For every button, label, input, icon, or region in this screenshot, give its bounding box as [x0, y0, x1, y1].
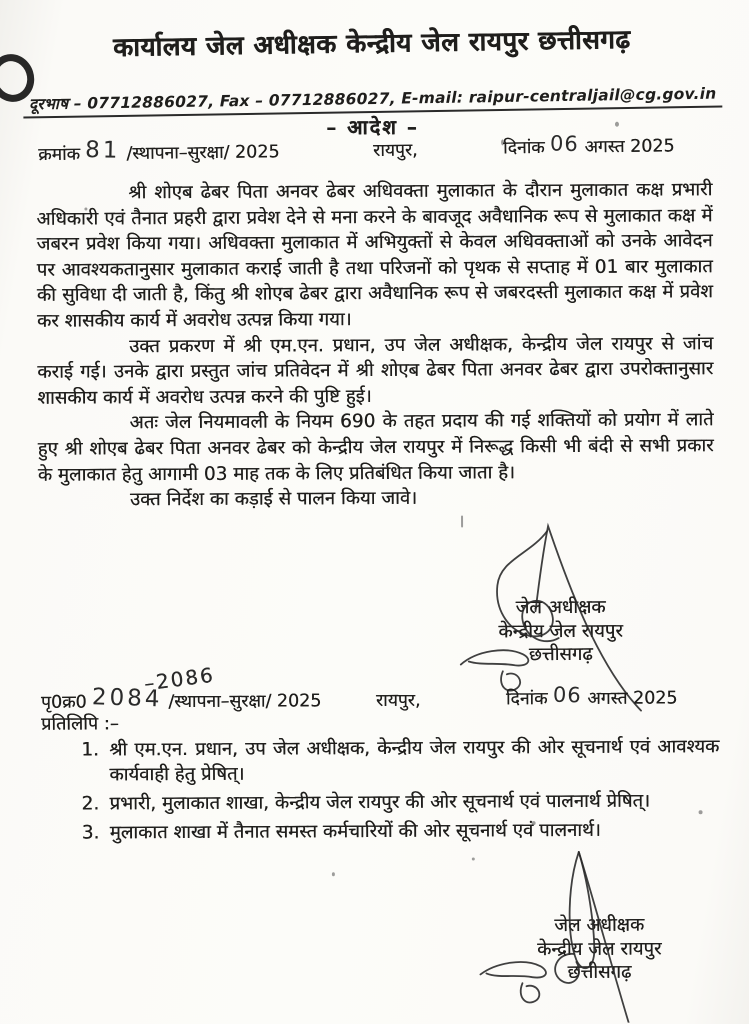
signatory-state: छत्तीसगढ़ — [528, 643, 593, 666]
ref-label: क्रमांक — [38, 144, 81, 166]
dispatch-date-day-handwritten: 06 — [552, 682, 583, 708]
signatory-state: छत्तीसगढ़ — [567, 961, 632, 983]
contact-line: दूरभाष – 07712886027, Fax – 07712886027, E-mail: raipur-centraljail@cg.gov.in — [23, 82, 723, 119]
copy-item-text: प्रभारी, मुलाकात शाखा, केन्द्रीय जेल रायपुर की ओर सूचनार्थ एवं पालनार्थ प्रेषित्। — [109, 790, 651, 815]
ref-number-handwritten: 81 — [85, 136, 122, 164]
scan-speck — [532, 821, 536, 825]
copy-item-number: 3. — [81, 822, 100, 844]
signatory-designation: जेल अधीक्षक — [515, 596, 606, 619]
scan-speck — [699, 810, 703, 814]
scan-speck — [84, 207, 87, 210]
ref-date-label: दिनांक — [502, 137, 545, 159]
dispatch-date-rest: अगस्त 2025 — [587, 688, 678, 709]
ref-date — [503, 132, 675, 159]
ref-suffix: /स्थापना–सुरक्षा/ 2025 — [126, 142, 280, 165]
body-paragraph-4: उक्त निर्देश का कड़ाई से पालन किया जावे। — [129, 487, 418, 511]
dispatch-place: रायपुर, — [375, 690, 421, 711]
dispatch-suffix: /स्थापना–सुरक्षा/ 2025 — [168, 691, 322, 713]
scan-speck — [461, 516, 463, 528]
dispatch-date-label: दिनांक — [505, 689, 548, 710]
body-paragraph-2: उक्त प्रकरण में श्री एम.एन. प्रधान, उप जेल अधीक्षक, केन्द्रीय जेल रायपुर से जांच कराई गई। उनके द्वारा प्रस्तुत जांच प्रतिवेदन में श्री शोएब ढेबर पिता अनवर ढेबर द्वारा उपरोक्तानुसार शासकीय कार्य में अवरोध उत्पन्न करने की पुष्टि हुई। — [37, 332, 714, 409]
copy-list-item — [81, 734, 719, 787]
ref-date-rest: अगस्त 2025 — [584, 136, 675, 158]
body-paragraph-3: अतः जेल नियमावली के नियम 690 के तहत प्रदाय की गई शक्तियों को प्रयोग में लाते हुए श्री शोएब ढेबर पिता अनवर ढेबर को केन्द्रीय जेल रायपुर में निरूद्ध किसी भी बंदी से सभी प्रकार के मुलाकात हेतु आगामी 03 माह तक के लिए प्रतिबंधित किया जाता है। — [37, 409, 714, 486]
copy-item-number: 1. — [81, 739, 99, 761]
order-heading: – आदेश – — [326, 114, 419, 140]
scan-speck — [472, 857, 475, 860]
ref-date-day-handwritten: 06 — [549, 131, 580, 157]
letter-body — [36, 177, 714, 513]
ref-place: रायपुर, — [373, 140, 418, 162]
copy-list-item — [82, 817, 720, 845]
scan-speck — [464, 360, 467, 363]
copy-item-text: मुलाकात शाखा में तैनात समस्त कर्मचारियों की ओर सूचनार्थ एवं पालनार्थ। — [109, 819, 601, 844]
signature-block-top — [455, 595, 665, 667]
scan-speck — [332, 872, 335, 876]
copy-to-label: प्रतिलिपि :– — [41, 713, 119, 735]
signature-block-bottom — [494, 913, 704, 985]
dispatch-date — [506, 684, 678, 710]
dispatch-number-line — [40, 662, 724, 714]
copy-item-text: श्री एम.एन. प्रधान, उप जेल अधीक्षक, केन्द्रीय जेल रायपुर की ओर सूचनार्थ एवं आवश्यक कार्यवाही हेतु प्रेषित्। — [109, 736, 720, 786]
office-title: कार्यालय जेल अधीक्षक केन्द्रीय जेल रायपुर छत्तीसगढ़ — [112, 24, 631, 64]
signatory-designation: जेल अधीक्षक — [554, 914, 645, 937]
dispatch-number-above-handwritten: –2086 — [142, 662, 217, 696]
copy-item-number: 2. — [81, 793, 100, 815]
scan-speck — [615, 122, 619, 127]
copy-list-item — [81, 788, 719, 816]
copy-list — [81, 734, 720, 849]
signatory-office: केन्द्रीय जेल रायपुर — [537, 938, 662, 960]
letterhead — [0, 18, 747, 119]
signatory-office: केन्द्रीय जेल रायपुर — [498, 620, 623, 642]
dispatch-label: पृ0क्र0 — [40, 692, 87, 713]
dispatch-number-handwritten: 2084 — [91, 684, 164, 713]
scan-speck — [501, 139, 504, 145]
body-paragraph-1: श्री शोएब ढेबर पिता अनवर ढेबर अधिवक्ता मुलाकात के दौरान मुलाकात कक्ष प्रभारी अधिकारी एवं तैनात प्रहरी द्वारा प्रवेश देने से मना करने के बावजूद अवैधानिक रूप से मुलाकात कक्ष में जबरन प्रवेश किया गया। अधिवक्ता मुलाकात में अभियुक्तों से केवल अधिवक्ताओं को उनके आवेदन पर आवश्यकतानुसार मुलाकात कराई जाती है तथा परिजनों को पृथक से सप्ताह में 01 बार मुलाकात की सुविधा दी जाती है, किंतु श्री शोएब ढेबर द्वारा अवैधानिक रूप से जबरदस्ती मुलाकात कक्ष में प्रवेश कर शासकीय कार्य में अवरोध उत्पन्न किया गया। — [36, 179, 713, 332]
